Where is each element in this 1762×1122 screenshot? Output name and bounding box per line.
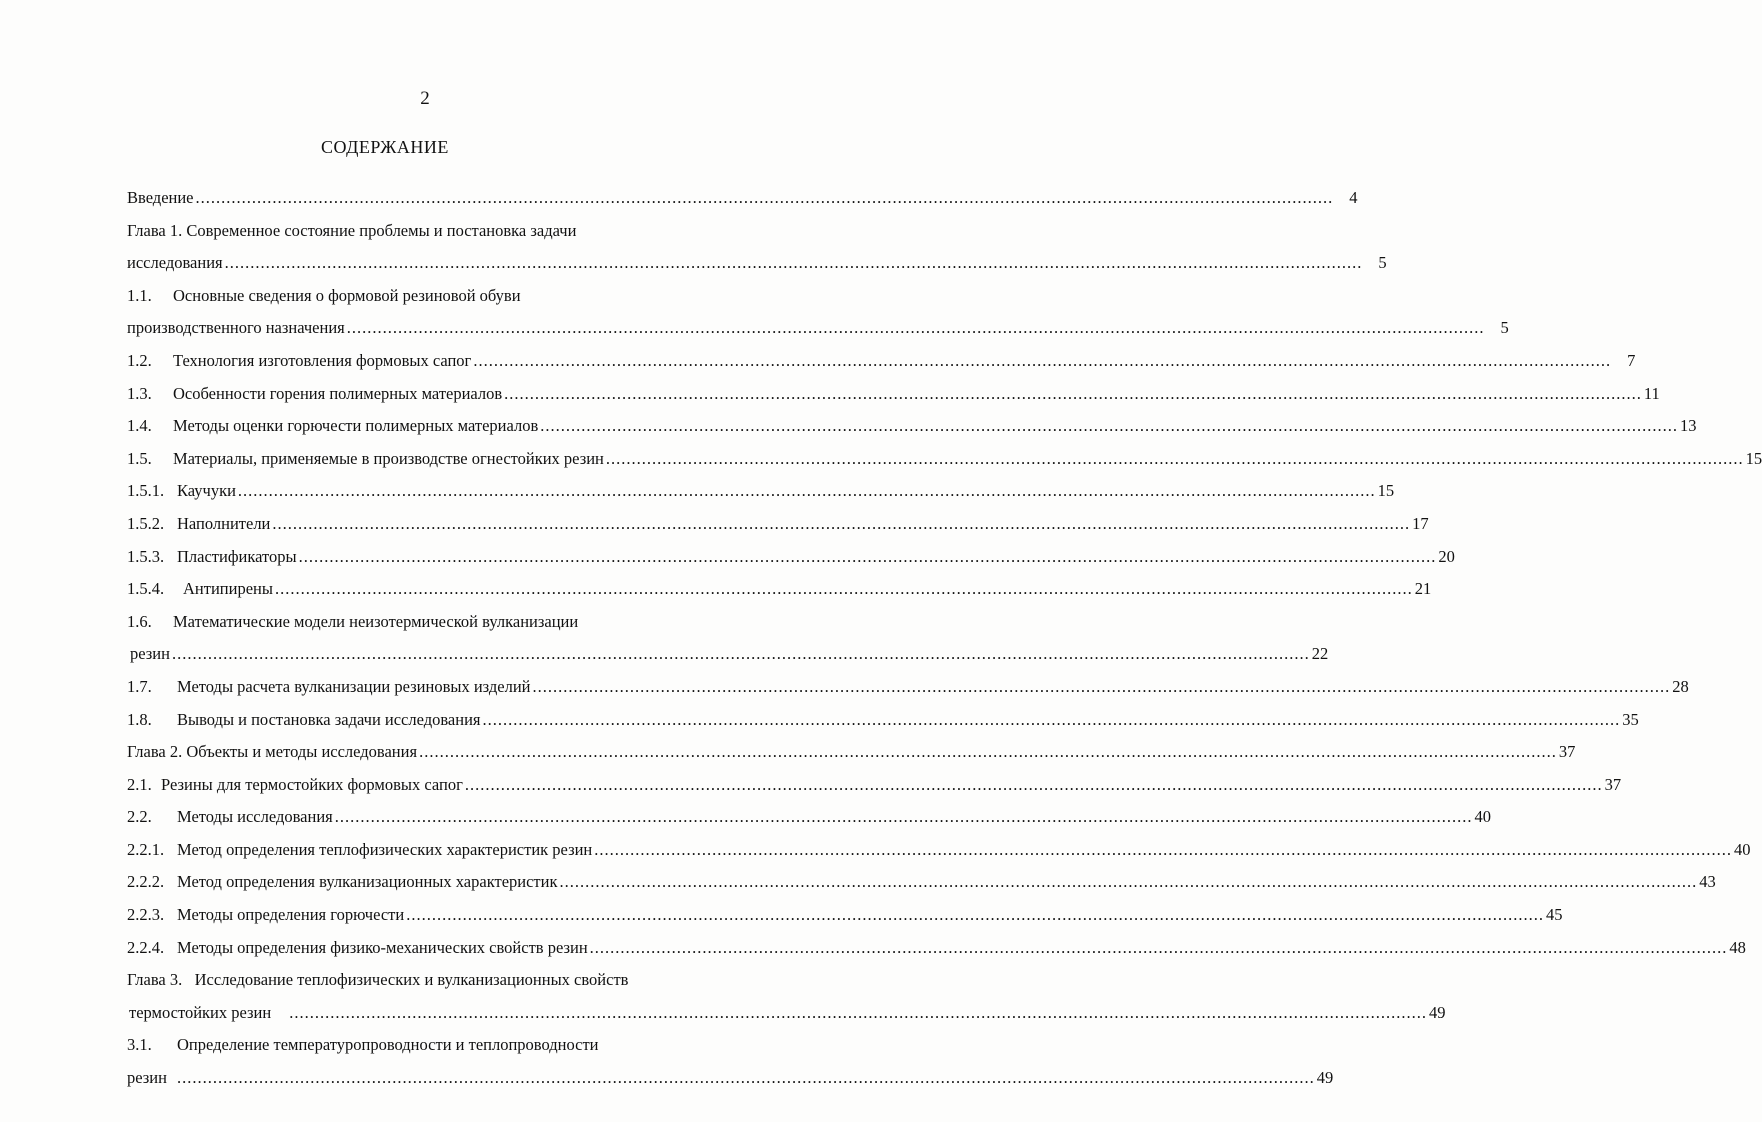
toc-entry-title: Каучуки <box>177 481 236 501</box>
toc-entry-number: 1.5.1. <box>127 481 165 501</box>
toc-entry-page: 45 <box>1545 905 1563 925</box>
toc-leader-dots <box>406 899 1544 932</box>
toc-entry-title: Выводы и постановка задачи исследования <box>177 709 481 729</box>
toc-entry-number: 3.1. <box>127 1035 152 1055</box>
toc-entry-title: Методы оценки горючести полимерных материалов <box>173 416 539 436</box>
toc-entry-page: 5 <box>1500 318 1509 338</box>
toc-entry-page: 22 <box>1311 644 1329 664</box>
toc-leader-dots <box>347 312 1485 345</box>
toc-entry-title: Резины для термостойких формовых сапог <box>161 774 463 794</box>
toc-entry-title: Глава 3. Исследование теплофизических и вулканизационных свойств <box>127 970 629 990</box>
toc-entry-3-1[interactable] <box>127 1029 739 1062</box>
toc-entry-title: Методы расчета вулканизации резиновых изделий <box>177 676 531 696</box>
toc-entry-page: 37 <box>1604 774 1622 794</box>
toc-entry-title: производственного назначения <box>127 318 345 338</box>
toc-entry-title: резин <box>127 1068 167 1088</box>
toc-entry-page: 13 <box>1680 416 1697 436</box>
toc-entry-page: 21 <box>1414 579 1432 599</box>
toc-leader-dots <box>299 541 1437 574</box>
toc-entry-page: 37 <box>1558 742 1576 762</box>
toc-entry-number: 1.3. <box>127 383 152 403</box>
toc-entry-page: 15 <box>1377 481 1395 501</box>
toc-entry-page: 48 <box>1729 937 1746 957</box>
toc-entry-1-4[interactable] <box>127 410 1697 443</box>
toc-entry-2-2-4[interactable] <box>127 932 1746 965</box>
toc-leader-dots <box>540 410 1678 443</box>
toc-entry-1-5[interactable] <box>127 443 1762 476</box>
toc-leader-dots <box>606 443 1744 476</box>
toc-entry-2-2-3[interactable] <box>127 899 1563 932</box>
toc-title: СОДЕРЖАНИЕ <box>321 137 449 157</box>
toc-entry-number: 1.5.3. <box>127 546 165 566</box>
toc-entry-title: Глава 2. Объекты и методы исследования <box>127 742 418 762</box>
toc-entry-page: 17 <box>1412 513 1429 533</box>
toc-entry-number: 1.5.4. <box>127 579 165 599</box>
toc-entry-1-3[interactable] <box>127 378 1660 411</box>
toc-entry-number: 1.6. <box>127 611 152 631</box>
toc-entry-1-8[interactable] <box>127 704 1639 737</box>
toc-entry-page: 40 <box>1734 839 1751 859</box>
toc-entry-page: 15 <box>1745 448 1762 468</box>
toc-entry-1-2[interactable] <box>127 345 1636 378</box>
toc-leader-dots <box>289 997 1427 1030</box>
toc-entry-page: 5 <box>1378 253 1387 273</box>
toc-entry-title: Метод определения теплофизических характеристик резин <box>177 839 593 859</box>
toc-leader-dots <box>465 769 1603 802</box>
toc-entry-number: 2.2.1. <box>127 839 165 859</box>
toc-leader-dots <box>483 704 1621 737</box>
toc-entry-page: 35 <box>1622 709 1639 729</box>
toc-entry-page: 20 <box>1438 546 1455 566</box>
toc-leader-dots <box>473 345 1611 378</box>
toc-leader-dots <box>172 638 1310 671</box>
toc-entry-number: 2.2.4. <box>127 937 165 957</box>
toc-entry-number: 1.4. <box>127 416 152 436</box>
toc-entry-title: Методы определения физико-механических свойств резин <box>177 937 588 957</box>
toc-entry-title: Пластификаторы <box>177 546 297 566</box>
toc-leader-dots <box>275 573 1413 606</box>
toc-entry-chapter-3[interactable] <box>127 964 739 997</box>
toc-entry-1-5-3[interactable] <box>127 541 1455 574</box>
toc-leader-dots <box>196 182 1334 215</box>
toc-entry-page: 28 <box>1672 676 1689 696</box>
toc-leader-dots <box>225 247 1363 280</box>
toc-entry-title: Технология изготовления формовых сапог <box>173 350 472 370</box>
toc-entry-chapter-3-cont[interactable] <box>127 997 1446 1030</box>
toc-entry-title: термостойких резин <box>129 1002 272 1022</box>
toc-entry-page: 40 <box>1474 807 1492 827</box>
toc-entry-3-1-cont[interactable] <box>127 1062 1334 1095</box>
toc-entry-2-2-2[interactable] <box>127 866 1716 899</box>
toc-entry-chapter-1-cont[interactable] <box>127 247 1387 280</box>
toc-entry-title: Глава 1. Современное состояние проблемы и постановка задачи <box>127 220 577 240</box>
toc-entry-page: 49 <box>1316 1068 1334 1088</box>
toc-entry-page: 49 <box>1428 1002 1446 1022</box>
toc-entry-1-6-cont[interactable] <box>127 638 1329 671</box>
toc-entry-number: 1.2. <box>127 350 152 370</box>
toc-entry-2-1[interactable] <box>127 769 1622 802</box>
toc-entry-number: 2.1. <box>127 774 152 794</box>
toc-entry-number: 2.2.3. <box>127 905 165 925</box>
toc-entry-1-1-cont[interactable] <box>127 312 1509 345</box>
toc-leader-dots <box>335 801 1473 834</box>
toc-entry-title: Определение температуропроводности и теплопроводности <box>177 1035 599 1055</box>
toc-entry-2-2[interactable] <box>127 801 1492 834</box>
toc-entry-page: 7 <box>1627 350 1636 370</box>
toc-entry-number: 2.2. <box>127 807 152 827</box>
toc-entry-title: исследования <box>127 253 223 273</box>
toc-entry-number: 2.2.2. <box>127 872 165 892</box>
toc-entry-title: Материалы, применяемые в производстве огнестойких резин <box>173 448 604 468</box>
toc-entry-1-1[interactable] <box>127 280 739 313</box>
toc-entry-title: Методы определения горючести <box>177 905 405 925</box>
toc-entry-number: 1.7. <box>127 676 152 696</box>
toc-entry-number: 1.5.2. <box>127 513 165 533</box>
toc-entry-introduction[interactable] <box>127 182 1358 215</box>
toc-entry-1-7[interactable] <box>127 671 1689 704</box>
toc-leader-dots <box>504 378 1642 411</box>
toc-entry-1-5-4[interactable] <box>127 573 1432 606</box>
toc-entry-1-5-1[interactable] <box>127 475 1395 508</box>
toc-leader-dots <box>533 671 1671 704</box>
toc-entry-1-6[interactable] <box>127 606 739 639</box>
toc-entry-title: Антипирены <box>183 579 273 599</box>
toc-leader-dots <box>272 508 1410 541</box>
toc-entry-title: Математические модели неизотермической вулканизации <box>173 611 579 631</box>
toc-entry-page: 4 <box>1349 188 1358 207</box>
toc-leader-dots <box>419 736 1557 769</box>
toc-entry-number: 1.1. <box>127 285 152 305</box>
toc-entry-title: Методы исследования <box>177 807 333 827</box>
toc-entry-number: 1.5. <box>127 448 152 468</box>
toc-leader-dots <box>594 834 1732 867</box>
toc-entry-title: Наполнители <box>177 513 271 533</box>
toc-entry-title: Введение <box>127 188 194 207</box>
page-number: 2 <box>420 88 430 109</box>
toc-entry-2-2-1[interactable] <box>127 834 1751 867</box>
toc-leader-dots <box>590 932 1728 965</box>
toc-entry-title: Особенности горения полимерных материалов <box>173 383 503 403</box>
toc-entry-number: 1.8. <box>127 709 152 729</box>
toc-entry-title: резин <box>130 644 170 664</box>
table-of-contents <box>127 182 1762 1095</box>
toc-entry-1-5-2[interactable] <box>127 508 1429 541</box>
toc-entry-chapter-1[interactable] <box>127 215 739 248</box>
toc-entry-title: Основные сведения о формовой резиновой обуви <box>173 285 521 305</box>
toc-leader-dots <box>559 866 1697 899</box>
toc-entry-title: Метод определения вулканизационных характеристик <box>177 872 558 892</box>
toc-leader-dots <box>177 1062 1315 1095</box>
toc-leader-dots <box>238 475 1376 508</box>
toc-entry-chapter-2[interactable] <box>127 736 1576 769</box>
toc-entry-page: 11 <box>1643 383 1660 403</box>
toc-entry-page: 43 <box>1699 872 1716 892</box>
